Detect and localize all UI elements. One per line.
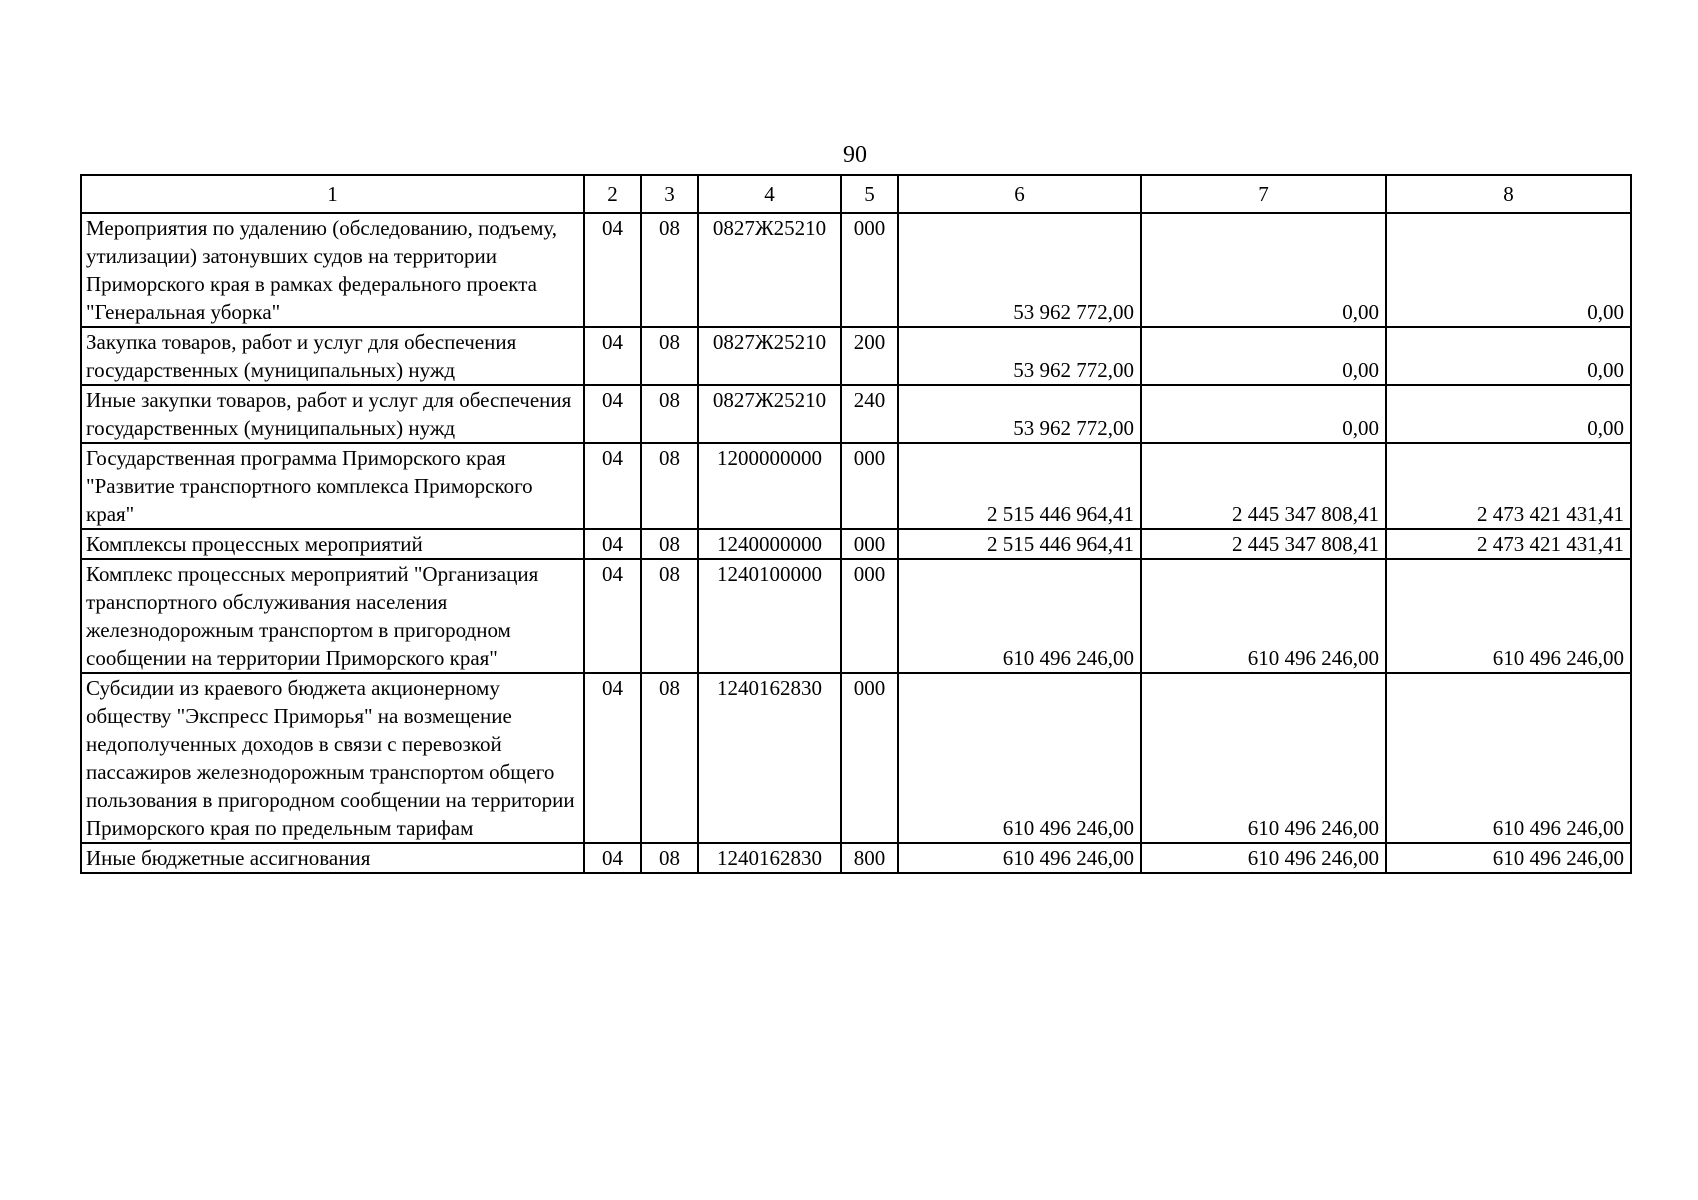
amount-col8-cell: 0,00 [1386, 385, 1631, 443]
amount-col7-cell: 610 496 246,00 [1141, 843, 1386, 873]
target-article-cell: 0827Ж25210 [698, 385, 841, 443]
subsection-code-cell: 08 [641, 443, 698, 529]
amount-col7-cell: 610 496 246,00 [1141, 559, 1386, 673]
amount-col6-cell: 610 496 246,00 [898, 843, 1141, 873]
section-code-cell: 04 [584, 673, 641, 843]
amount-col8-cell: 610 496 246,00 [1386, 673, 1631, 843]
table-row [81, 559, 1631, 673]
row-name-cell: Комплексы процессных мероприятий [81, 529, 584, 559]
column-header: 5 [841, 175, 898, 213]
target-article-cell: 1240162830 [698, 673, 841, 843]
budget-table [80, 174, 1632, 874]
amount-col8-cell: 610 496 246,00 [1386, 559, 1631, 673]
subsection-code-cell: 08 [641, 529, 698, 559]
amount-col7-cell: 0,00 [1141, 327, 1386, 385]
amount-col6-cell: 610 496 246,00 [898, 673, 1141, 843]
section-code-cell: 04 [584, 327, 641, 385]
amount-col7-cell: 0,00 [1141, 385, 1386, 443]
section-code-cell: 04 [584, 843, 641, 873]
amount-col6-cell: 2 515 446 964,41 [898, 443, 1141, 529]
table-row [81, 385, 1631, 443]
row-name-cell: Государственная программа Приморского края "Развитие транспортного комплекса Приморского края" [81, 443, 584, 529]
amount-col6-cell: 53 962 772,00 [898, 213, 1141, 327]
subsection-code-cell: 08 [641, 673, 698, 843]
column-header: 4 [698, 175, 841, 213]
column-header: 6 [898, 175, 1141, 213]
section-code-cell: 04 [584, 385, 641, 443]
subsection-code-cell: 08 [641, 213, 698, 327]
column-header: 7 [1141, 175, 1386, 213]
expense-type-cell: 000 [841, 673, 898, 843]
table-row [81, 327, 1631, 385]
section-code-cell: 04 [584, 443, 641, 529]
column-header: 1 [81, 175, 584, 213]
subsection-code-cell: 08 [641, 843, 698, 873]
section-code-cell: 04 [584, 213, 641, 327]
amount-col7-cell: 2 445 347 808,41 [1141, 443, 1386, 529]
page-number: 90 [843, 142, 867, 168]
section-code-cell: 04 [584, 529, 641, 559]
row-name-cell: Иные закупки товаров, работ и услуг для обеспечения государственных (муниципальных) нужд [81, 385, 584, 443]
row-name-cell: Субсидии из краевого бюджета акционерному обществу "Экспресс Приморья" на возмещение недополученных доходов в связи с перевозкой пассажиров железнодорожным транспортом общего пользования в пригородном сообщении на территории Приморского края по предельным тарифам [81, 673, 584, 843]
target-article-cell: 1200000000 [698, 443, 841, 529]
amount-col6-cell: 53 962 772,00 [898, 327, 1141, 385]
target-article-cell: 0827Ж25210 [698, 327, 841, 385]
amount-col6-cell: 610 496 246,00 [898, 559, 1141, 673]
expense-type-cell: 000 [841, 559, 898, 673]
amount-col7-cell: 610 496 246,00 [1141, 673, 1386, 843]
column-header: 3 [641, 175, 698, 213]
table-row [81, 213, 1631, 327]
subsection-code-cell: 08 [641, 327, 698, 385]
amount-col8-cell: 2 473 421 431,41 [1386, 529, 1631, 559]
target-article-cell: 1240000000 [698, 529, 841, 559]
subsection-code-cell: 08 [641, 385, 698, 443]
section-code-cell: 04 [584, 559, 641, 673]
amount-col7-cell: 2 445 347 808,41 [1141, 529, 1386, 559]
expense-type-cell: 000 [841, 213, 898, 327]
column-header: 2 [584, 175, 641, 213]
table-row [81, 843, 1631, 873]
subsection-code-cell: 08 [641, 559, 698, 673]
table-row [81, 673, 1631, 843]
row-name-cell: Закупка товаров, работ и услуг для обеспечения государственных (муниципальных) нужд [81, 327, 584, 385]
amount-col8-cell: 0,00 [1386, 213, 1631, 327]
row-name-cell: Мероприятия по удалению (обследованию, подъему, утилизации) затонувших судов на территории Приморского края в рамках федерального проекта "Генеральная уборка" [81, 213, 584, 327]
target-article-cell: 0827Ж25210 [698, 213, 841, 327]
expense-type-cell: 000 [841, 529, 898, 559]
expense-type-cell: 000 [841, 443, 898, 529]
target-article-cell: 1240162830 [698, 843, 841, 873]
table-row [81, 443, 1631, 529]
amount-col8-cell: 0,00 [1386, 327, 1631, 385]
column-header: 8 [1386, 175, 1631, 213]
target-article-cell: 1240100000 [698, 559, 841, 673]
expense-type-cell: 800 [841, 843, 898, 873]
table-header-row [81, 175, 1631, 213]
amount-col8-cell: 2 473 421 431,41 [1386, 443, 1631, 529]
amount-col6-cell: 2 515 446 964,41 [898, 529, 1141, 559]
table-row [81, 529, 1631, 559]
amount-col8-cell: 610 496 246,00 [1386, 843, 1631, 873]
amount-col6-cell: 53 962 772,00 [898, 385, 1141, 443]
row-name-cell: Иные бюджетные ассигнования [81, 843, 584, 873]
row-name-cell: Комплекс процессных мероприятий "Организация транспортного обслуживания населения железнодорожным транспортом в пригородном сообщении на территории Приморского края" [81, 559, 584, 673]
expense-type-cell: 240 [841, 385, 898, 443]
expense-type-cell: 200 [841, 327, 898, 385]
amount-col7-cell: 0,00 [1141, 213, 1386, 327]
